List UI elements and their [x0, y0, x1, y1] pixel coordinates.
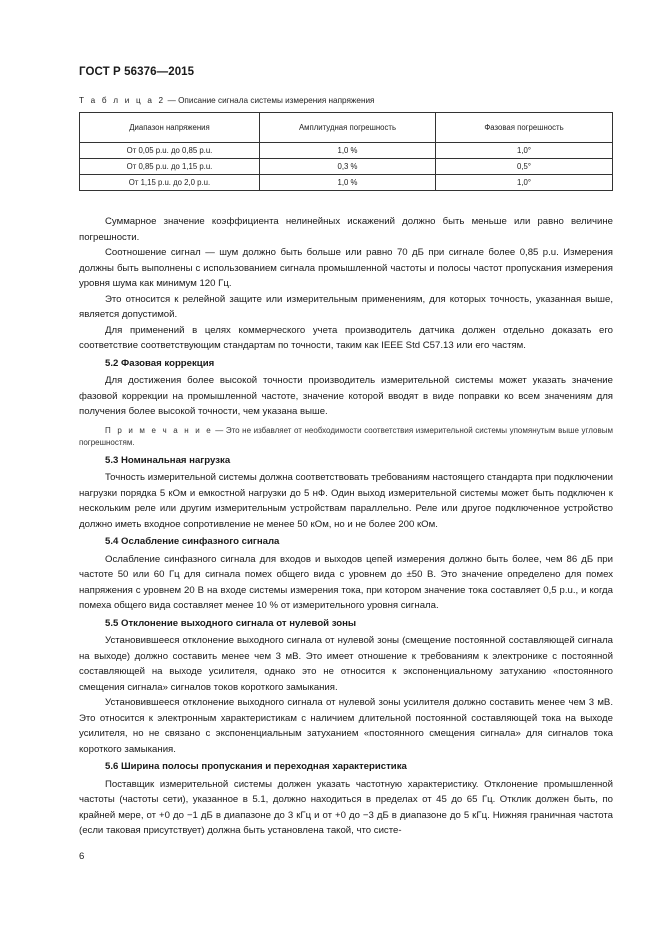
- voltage-signal-table: [79, 112, 613, 191]
- table-cell: 1,0°: [436, 175, 613, 191]
- paragraph-snr: Соотношение сигнал — шум должно быть больше или равно 70 дБ при сигнале более 0,85 p.u. Измерения должны быть выполнены с использованием сигнала промышленной частоты и полосы частот пропускания измерения уровня шума как минимум 120 Гц.: [79, 247, 613, 289]
- section-5-3-title: 5.3 Номинальная нагрузка: [105, 454, 231, 466]
- standard-header: ГОСТ Р 56376—2015: [79, 66, 195, 78]
- section-5-5-paragraph-2: Установившееся отклонение выходного сигнала от нулевой зоны усилителя должно составить менее чем 3 мВ. Это относится к электронным характеристикам с наличием длительной постоянной составляющей тока на выходе усилителя, но не связано с экспоненциальным затуханием «постоянного смещения сигнала» для сигналов тока короткого замыкания.: [79, 697, 613, 755]
- document-body: [79, 214, 613, 839]
- table-cell: 1,0 %: [260, 143, 436, 159]
- section-5-5-title: 5.5 Отклонение выходного сигнала от нулевой зоны: [105, 617, 357, 629]
- table-caption: [79, 96, 375, 105]
- section-5-4-title: 5.4 Ослабление синфазного сигнала: [105, 536, 280, 547]
- table-cell: 0,5°: [436, 159, 613, 175]
- table-caption-prefix: Т а б л и ц а 2: [79, 96, 166, 105]
- paragraph-thd: Суммарное значение коэффициента нелинейных искажений должно быть меньше или равно величине погрешности.: [79, 216, 613, 243]
- table-header-row: [80, 113, 613, 143]
- column-header-phase-error: Фазовая погрешность: [436, 113, 613, 143]
- note-label: П р и м е ч а н и е: [105, 425, 213, 435]
- section-5-2-paragraph: Для достижения более высокой точности производитель измерительной системы может указать значение фазовой коррекции на промышленной частоте, значение которой вводят в виде поправки ко всем значениям для получения более высокой точности, чем указана выше.: [79, 375, 613, 417]
- table-cell: От 0,85 p.u. до 1,15 p.u.: [80, 159, 260, 175]
- section-5-4-paragraph: Ослабление синфазного сигнала для входов и выходов цепей измерения должно быть более, чем 86 дБ при частоте 50 или 60 Гц для сигнала помех общего вида с уровнем до ±50 В. Это значение определено для помех напряжения с уровнем 20 В на входе системы измерения тока, при котором значение тока составляет 0,5 p.u., и когда помеха общего вида составляет менее 10 % от измерительного уровня сигнала.: [79, 553, 613, 611]
- table-cell: 1,0 %: [260, 175, 436, 191]
- page-number: 6: [79, 851, 85, 862]
- table-row: [80, 175, 613, 191]
- table-cell: От 0,05 p.u. до 0,85 p.u.: [80, 143, 260, 159]
- column-header-amplitude-error: Амплитудная погрешность: [260, 113, 436, 143]
- table-caption-text: — Описание сигнала системы измерения напряжения: [165, 96, 375, 105]
- note-text: — Это не избавляет от необходимости соответствия измерительной системы упомянутым выше угловым погрешностям.: [79, 425, 614, 447]
- paragraph-relay-protection: Это относится к релейной защите или измерительным применениям, для которых точность, указанная выше, является допустимой.: [79, 293, 613, 320]
- table-cell: 0,3 %: [260, 159, 436, 175]
- column-header-range: Диапазон напряжения: [80, 113, 260, 143]
- section-5-2-title: 5.2 Фазовая коррекция: [105, 357, 215, 369]
- section-5-5-paragraph-1: Установившееся отклонение выходного сигнала от нулевой зоны (смещение постоянной составляющей сигнала на выходе) должно составить менее чем 3 мВ. Это имеет отношение к требованиям к электронике с постоянной составляющей на выходе усилителя, однако это не относится к экспоненциальному затуханию «постоянного смещения сигнала» сигналов токов короткого замыкания.: [79, 635, 613, 693]
- paragraph-commercial-metering: Для применений в целях коммерческого учета производитель датчика должен отдельно доказать его соответствие соответствующим стандартам по точности, таким как IEEE Std C57.13 или его частям.: [79, 324, 613, 351]
- table-row: [80, 143, 613, 159]
- section-5-3-paragraph: Точность измерительной системы должна соответствовать требованиям настоящего стандарта при подключении нагрузки порядка 5 кОм и емкостной нагрузки до 5 нФ. Один выход измерительной системы может быть подключен к нескольким реле или другим измерительным устройствам параллельно. Реле или другое подключенное устройство должно иметь входное сопротивление не менее 50 кОм, но и не более 200 кОм.: [79, 472, 613, 530]
- section-5-6-paragraph: Поставщик измерительной системы должен указать частотную характеристику. Отклонение промышленной частоты (частоты сети), указанное в 5.1, должно находиться в пределах от 45 до 65 Гц. Отклик должен быть, по крайней мере, от +0 до −1 дБ в диапазоне до 3 кГц и от +0 до −3 дБ в диапазоне до 5 кГц. Нижняя граничная частота (если таковая присутствует) должна быть установлена такой, что систе-: [79, 778, 613, 836]
- table-row: [80, 159, 613, 175]
- note: [79, 425, 613, 450]
- table-cell: От 1,15 p.u. до 2,0 p.u.: [80, 175, 260, 191]
- section-5-6-title: 5.6 Ширина полосы пропускания и переходная характеристика: [105, 761, 407, 772]
- table-cell: 1,0°: [436, 143, 613, 159]
